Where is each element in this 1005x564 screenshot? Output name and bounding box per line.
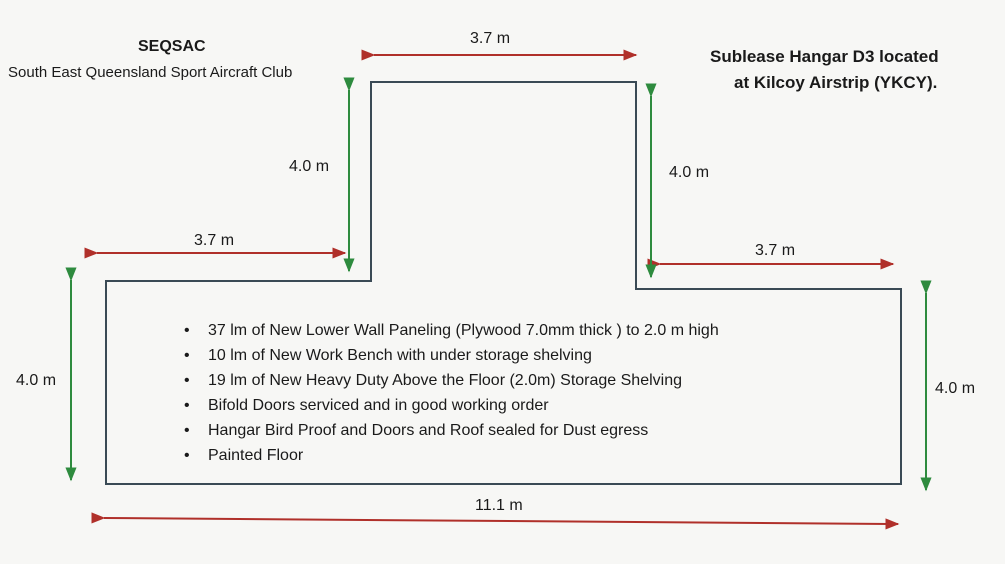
total-width-label: 11.1 m (475, 497, 523, 514)
right-lower-height-label: 4.0 m (935, 380, 976, 397)
club-full-name: South East Queensland Sport Aircraft Club (8, 64, 293, 81)
sublease-title-line1: Sublease Hangar D3 located (710, 47, 939, 66)
left-upper-height-label: 4.0 m (289, 158, 330, 175)
feature-item: • 10 lm of New Work Bench with under storage shelving (180, 343, 719, 368)
feature-item: • Bifold Doors serviced and in good working order (180, 393, 719, 418)
right-ledge-width-label: 3.7 m (755, 242, 796, 259)
hangar-features-list (180, 318, 719, 468)
right-upper-height-label: 4.0 m (669, 164, 710, 181)
feature-item: • Painted Floor (180, 443, 719, 468)
feature-item: • Hangar Bird Proof and Doors and Roof sealed for Dust egress (180, 418, 719, 443)
left-ledge-width-label: 3.7 m (194, 232, 235, 249)
left-lower-height-label: 4.0 m (16, 372, 57, 389)
club-abbreviation: SEQSAC (138, 38, 206, 55)
feature-item: • 19 lm of New Heavy Duty Above the Floor (2.0m) Storage Shelving (180, 368, 719, 393)
feature-item: • 37 lm of New Lower Wall Paneling (Plywood 7.0mm thick ) to 2.0 m high (180, 318, 719, 343)
total-width-arrow (104, 518, 898, 524)
sublease-title-line2: at Kilcoy Airstrip (YKCY). (734, 73, 938, 92)
top-width-label: 3.7 m (470, 30, 511, 47)
